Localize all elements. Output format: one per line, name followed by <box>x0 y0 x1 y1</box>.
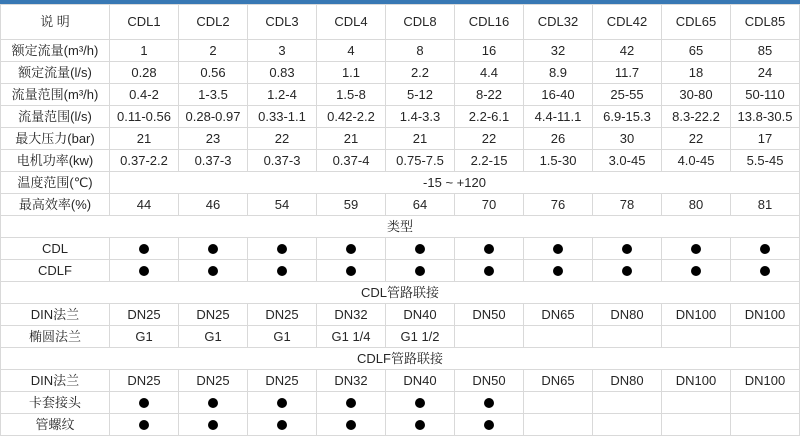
value-cell: DN100 <box>662 370 731 392</box>
availability-dot-icon <box>415 398 425 408</box>
availability-dot-icon <box>277 398 287 408</box>
value-cell: 16 <box>455 40 524 62</box>
availability-cell <box>110 414 179 436</box>
availability-cell <box>386 414 455 436</box>
section-row <box>1 348 800 370</box>
availability-cell <box>248 414 317 436</box>
availability-cell <box>731 392 800 414</box>
value-cell: 8.3-22.2 <box>662 106 731 128</box>
table-row <box>1 84 800 106</box>
availability-cell <box>455 238 524 260</box>
value-cell: 1-3.5 <box>179 84 248 106</box>
availability-dot-icon <box>139 266 149 276</box>
availability-dot-icon <box>139 398 149 408</box>
model-column-header: CDL42 <box>593 5 662 40</box>
model-column-header: CDL32 <box>524 5 593 40</box>
availability-cell <box>524 392 593 414</box>
availability-cell <box>455 414 524 436</box>
value-cell: 21 <box>317 128 386 150</box>
value-cell: 1.4-3.3 <box>386 106 455 128</box>
value-cell: 4.4-11.1 <box>524 106 593 128</box>
value-cell: 23 <box>179 128 248 150</box>
availability-dot-icon <box>415 244 425 254</box>
availability-cell <box>662 238 731 260</box>
availability-dot-icon <box>208 398 218 408</box>
table-row <box>1 370 800 392</box>
availability-cell <box>524 260 593 282</box>
value-cell: 11.7 <box>593 62 662 84</box>
value-cell: 0.75-7.5 <box>386 150 455 172</box>
value-cell: 1.5-30 <box>524 150 593 172</box>
availability-dot-icon <box>415 266 425 276</box>
value-cell: 46 <box>179 194 248 216</box>
row-label-cell: CDLF <box>1 260 110 282</box>
value-cell: DN65 <box>524 304 593 326</box>
availability-dot-icon <box>484 420 494 430</box>
availability-cell <box>593 392 662 414</box>
header-row <box>1 5 800 40</box>
availability-dot-icon <box>691 266 701 276</box>
row-label-cell: 额定流量(m³/h) <box>1 40 110 62</box>
availability-cell <box>248 392 317 414</box>
value-cell: DN25 <box>110 370 179 392</box>
row-label-cell: 电机功率(kw) <box>1 150 110 172</box>
availability-dot-icon <box>484 398 494 408</box>
value-cell: 18 <box>662 62 731 84</box>
row-label-cell: 椭圆法兰 <box>1 326 110 348</box>
availability-cell <box>662 392 731 414</box>
value-cell: 0.28 <box>110 62 179 84</box>
value-cell: 21 <box>386 128 455 150</box>
availability-cell <box>179 238 248 260</box>
availability-cell <box>731 238 800 260</box>
value-cell: 22 <box>248 128 317 150</box>
availability-cell <box>524 414 593 436</box>
value-cell: 2.2-6.1 <box>455 106 524 128</box>
table-row <box>1 238 800 260</box>
availability-dot-icon <box>484 244 494 254</box>
table-row <box>1 414 800 436</box>
value-cell: 65 <box>662 40 731 62</box>
section-header-cell: 类型 <box>1 216 800 238</box>
availability-cell <box>731 260 800 282</box>
value-cell: 1 <box>110 40 179 62</box>
value-cell: 0.4-2 <box>110 84 179 106</box>
table-row <box>1 260 800 282</box>
availability-dot-icon <box>622 244 632 254</box>
value-cell: 1.1 <box>317 62 386 84</box>
value-cell: 30 <box>593 128 662 150</box>
value-cell: 54 <box>248 194 317 216</box>
value-cell <box>524 326 593 348</box>
row-label-cell: CDL <box>1 238 110 260</box>
availability-dot-icon <box>622 266 632 276</box>
availability-cell <box>110 238 179 260</box>
value-cell: DN100 <box>731 370 800 392</box>
row-label-cell: DIN法兰 <box>1 370 110 392</box>
value-cell: 0.28-0.97 <box>179 106 248 128</box>
value-cell <box>455 326 524 348</box>
value-cell: 50-110 <box>731 84 800 106</box>
value-cell: DN25 <box>248 370 317 392</box>
value-cell: 5.5-45 <box>731 150 800 172</box>
table-header <box>1 5 800 40</box>
model-column-header: CDL1 <box>110 5 179 40</box>
value-cell: 4.0-45 <box>662 150 731 172</box>
availability-dot-icon <box>553 266 563 276</box>
value-cell: G1 1/4 <box>317 326 386 348</box>
table-row <box>1 62 800 84</box>
row-label-cell: 流量范围(l/s) <box>1 106 110 128</box>
value-cell: 2.2 <box>386 62 455 84</box>
table-row <box>1 106 800 128</box>
section-header-cell: CDL管路联接 <box>1 282 800 304</box>
row-label-cell: 温度范围(℃) <box>1 172 110 194</box>
value-cell: DN80 <box>593 304 662 326</box>
value-cell: 85 <box>731 40 800 62</box>
value-cell: 3 <box>248 40 317 62</box>
value-cell: DN32 <box>317 370 386 392</box>
value-cell: 8 <box>386 40 455 62</box>
merged-value-cell: -15 ~ +120 <box>110 172 800 194</box>
availability-dot-icon <box>139 420 149 430</box>
availability-cell <box>179 414 248 436</box>
value-cell: 0.37-3 <box>179 150 248 172</box>
availability-dot-icon <box>760 244 770 254</box>
availability-cell <box>317 392 386 414</box>
value-cell: G1 <box>179 326 248 348</box>
row-label-cell: 流量范围(m³/h) <box>1 84 110 106</box>
availability-dot-icon <box>760 266 770 276</box>
value-cell: 59 <box>317 194 386 216</box>
table-row <box>1 40 800 62</box>
value-cell: DN65 <box>524 370 593 392</box>
value-cell: 4 <box>317 40 386 62</box>
section-row <box>1 216 800 238</box>
availability-cell <box>317 414 386 436</box>
value-cell: 2 <box>179 40 248 62</box>
table-row <box>1 128 800 150</box>
value-cell: 25-55 <box>593 84 662 106</box>
value-cell: DN100 <box>731 304 800 326</box>
model-column-header: CDL65 <box>662 5 731 40</box>
value-cell: 32 <box>524 40 593 62</box>
value-cell: DN25 <box>248 304 317 326</box>
pump-spec-table <box>0 4 800 436</box>
value-cell: DN25 <box>179 304 248 326</box>
value-cell: DN80 <box>593 370 662 392</box>
row-label-cell: 最高效率(%) <box>1 194 110 216</box>
model-column-header: CDL8 <box>386 5 455 40</box>
table-row <box>1 172 800 194</box>
row-label-cell: 卡套接头 <box>1 392 110 414</box>
model-column-header: CDL3 <box>248 5 317 40</box>
value-cell: 26 <box>524 128 593 150</box>
availability-cell <box>179 392 248 414</box>
value-cell: 3.0-45 <box>593 150 662 172</box>
value-cell: 1.5-8 <box>317 84 386 106</box>
availability-dot-icon <box>346 420 356 430</box>
value-cell: DN25 <box>110 304 179 326</box>
value-cell: 22 <box>662 128 731 150</box>
availability-dot-icon <box>346 266 356 276</box>
availability-cell <box>386 392 455 414</box>
value-cell: G1 <box>110 326 179 348</box>
model-column-header: CDL16 <box>455 5 524 40</box>
value-cell: 4.4 <box>455 62 524 84</box>
value-cell: 81 <box>731 194 800 216</box>
availability-cell <box>662 414 731 436</box>
value-cell: 80 <box>662 194 731 216</box>
value-cell: G1 1/2 <box>386 326 455 348</box>
table-row <box>1 392 800 414</box>
value-cell: 16-40 <box>524 84 593 106</box>
availability-cell <box>593 414 662 436</box>
value-cell: DN50 <box>455 370 524 392</box>
value-cell: 0.37-2.2 <box>110 150 179 172</box>
availability-cell <box>248 260 317 282</box>
value-cell: 0.83 <box>248 62 317 84</box>
availability-dot-icon <box>139 244 149 254</box>
availability-cell <box>593 238 662 260</box>
value-cell: DN100 <box>662 304 731 326</box>
value-cell: 70 <box>455 194 524 216</box>
availability-cell <box>179 260 248 282</box>
value-cell: 0.42-2.2 <box>317 106 386 128</box>
value-cell: DN32 <box>317 304 386 326</box>
availability-dot-icon <box>208 244 218 254</box>
value-cell: 44 <box>110 194 179 216</box>
value-cell: 30-80 <box>662 84 731 106</box>
value-cell: 5-12 <box>386 84 455 106</box>
availability-cell <box>386 238 455 260</box>
availability-cell <box>455 260 524 282</box>
table-row <box>1 326 800 348</box>
availability-dot-icon <box>208 266 218 276</box>
availability-dot-icon <box>346 244 356 254</box>
availability-dot-icon <box>691 244 701 254</box>
value-cell: 78 <box>593 194 662 216</box>
availability-cell <box>110 260 179 282</box>
table-row <box>1 150 800 172</box>
row-label-cell: DIN法兰 <box>1 304 110 326</box>
value-cell: 76 <box>524 194 593 216</box>
value-cell: 42 <box>593 40 662 62</box>
value-cell: 22 <box>455 128 524 150</box>
availability-cell <box>593 260 662 282</box>
table-row <box>1 194 800 216</box>
value-cell: DN40 <box>386 304 455 326</box>
availability-dot-icon <box>553 244 563 254</box>
table-body <box>1 40 800 436</box>
value-cell: 24 <box>731 62 800 84</box>
value-cell: 1.2-4 <box>248 84 317 106</box>
value-cell <box>662 326 731 348</box>
availability-dot-icon <box>208 420 218 430</box>
value-cell: 17 <box>731 128 800 150</box>
availability-cell <box>662 260 731 282</box>
value-cell: 13.8-30.5 <box>731 106 800 128</box>
row-label-cell: 管螺纹 <box>1 414 110 436</box>
availability-cell <box>731 414 800 436</box>
value-cell: 8.9 <box>524 62 593 84</box>
value-cell: DN50 <box>455 304 524 326</box>
value-cell: DN25 <box>179 370 248 392</box>
availability-cell <box>110 392 179 414</box>
model-column-header: CDL85 <box>731 5 800 40</box>
value-cell: 21 <box>110 128 179 150</box>
value-cell: 0.56 <box>179 62 248 84</box>
availability-dot-icon <box>415 420 425 430</box>
value-cell: DN40 <box>386 370 455 392</box>
value-cell: 64 <box>386 194 455 216</box>
availability-cell <box>317 260 386 282</box>
availability-dot-icon <box>277 420 287 430</box>
value-cell: 6.9-15.3 <box>593 106 662 128</box>
section-row <box>1 282 800 304</box>
availability-cell <box>524 238 593 260</box>
value-cell: 0.37-4 <box>317 150 386 172</box>
model-column-header: CDL2 <box>179 5 248 40</box>
value-cell: 2.2-15 <box>455 150 524 172</box>
row-label-cell: 额定流量(l/s) <box>1 62 110 84</box>
value-cell: 0.33-1.1 <box>248 106 317 128</box>
availability-dot-icon <box>277 266 287 276</box>
spec-column-header: 说 明 <box>1 5 110 40</box>
table-row <box>1 304 800 326</box>
value-cell: 8-22 <box>455 84 524 106</box>
value-cell: 0.11-0.56 <box>110 106 179 128</box>
value-cell: G1 <box>248 326 317 348</box>
availability-cell <box>248 238 317 260</box>
row-label-cell: 最大压力(bar) <box>1 128 110 150</box>
value-cell <box>731 326 800 348</box>
availability-cell <box>317 238 386 260</box>
availability-cell <box>455 392 524 414</box>
availability-dot-icon <box>484 266 494 276</box>
value-cell <box>593 326 662 348</box>
availability-dot-icon <box>346 398 356 408</box>
model-column-header: CDL4 <box>317 5 386 40</box>
availability-cell <box>386 260 455 282</box>
availability-dot-icon <box>277 244 287 254</box>
value-cell: 0.37-3 <box>248 150 317 172</box>
section-header-cell: CDLF管路联接 <box>1 348 800 370</box>
